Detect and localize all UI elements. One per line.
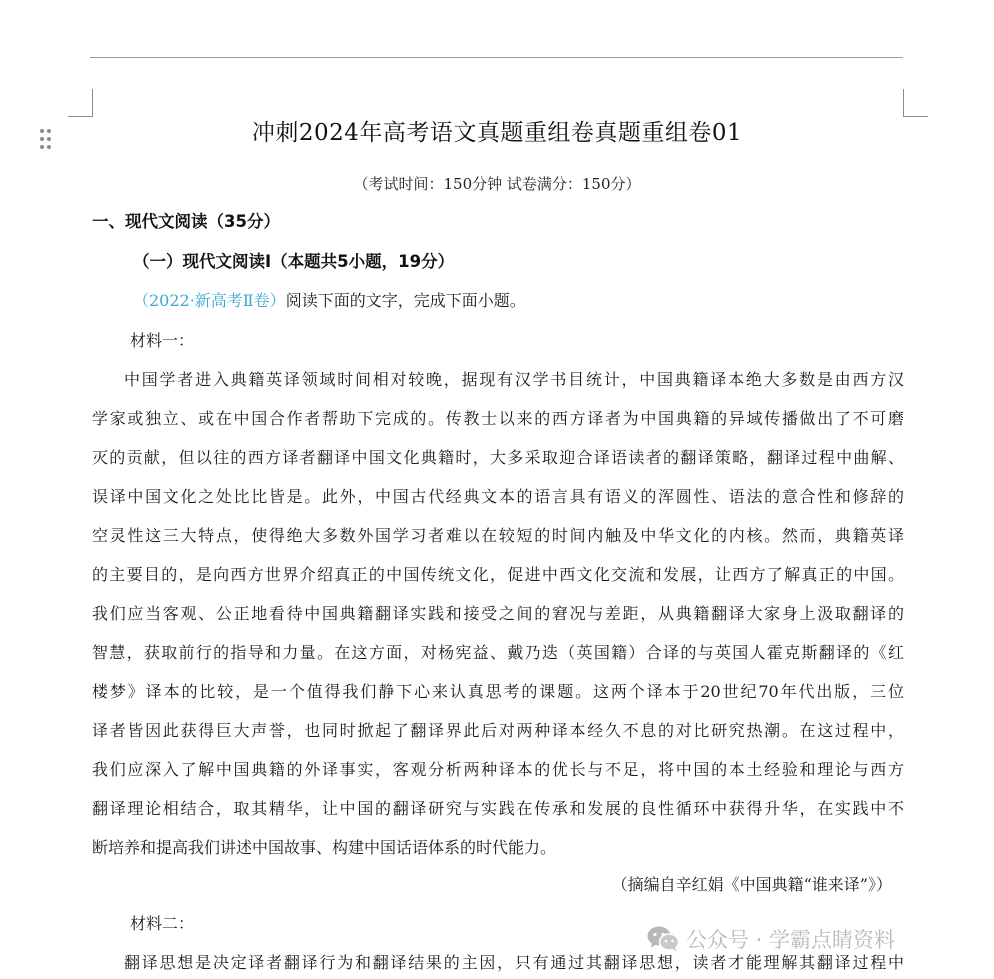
paragraph-line: 灭的贡献，但以往的西方译者翻译中国文化典籍时，大多采取迎合译语读者的翻译策略，翻译过程中曲解、: [92, 448, 904, 467]
document-title: 冲刺2024年高考语文真题重组卷真题重组卷01: [251, 120, 743, 146]
paragraph-line: 翻译理论相结合，取其精华，让中国的翻译研究与实践在传承和发展的良性循环中获得升华，在实践中不: [92, 799, 904, 818]
source-tag[interactable]: （2022·新高考Ⅱ卷）: [133, 291, 286, 310]
paragraph-line: 学家或独立、或在中国合作者帮助下完成的。传教士以来的西方译者为中国典籍的异域传播做出了不可磨: [92, 409, 904, 428]
material-2-label: 材料二：: [130, 914, 195, 933]
paragraph-line: 译者皆因此获得巨大声誉，也同时掀起了翻译界此后对两种译本经久不息的对比研究热潮。在这过程中，: [92, 721, 904, 740]
paragraph-line: 的主要目的，是向西方世界介绍真正的中国传统文化，促进中西文化交流和发展，让西方了解真正的中国。: [92, 565, 904, 584]
margin-corner-mark-right: [903, 89, 928, 117]
paragraph-line: 智慧，获取前行的指导和力量。在这方面，对杨宪益、戴乃迭（英国籍）合译的与英国人霍克斯翻译的《红: [92, 643, 904, 662]
instruction-text: 阅读下面的文字，完成下面小题。: [285, 291, 526, 310]
paragraph-line: 断培养和提高我们讲述中国故事、构建中国话语体系的时代能力。: [92, 838, 557, 857]
paragraph-line: 误译中国文化之处比比皆是。此外，中国古代经典文本的语言具有语义的浑圆性、语法的意合性和修辞的: [92, 487, 904, 506]
paragraph-line: 中国学者进入典籍英译领域时间相对较晚，据现有汉学书目统计，中国典籍译本绝大多数是由西方汉: [124, 370, 904, 389]
margin-corner-mark-left: [68, 89, 93, 117]
paragraph-line: 我们应深入了解中国典籍的外译事实，客观分析两种译本的优长与不足，将中国的本土经验和理论与西方: [92, 760, 904, 779]
wechat-icon: [646, 925, 680, 953]
watermark: [646, 923, 895, 955]
paragraph-line: 空灵性这三大特点，使得绝大多数外国学习者难以在较短的时间内触及中华文化的内核。然而，典籍英译: [92, 526, 904, 545]
section-heading: 一、现代文阅读（35分）: [92, 212, 280, 231]
subsection-heading: （一）现代文阅读I（本题共5小题，19分）: [133, 252, 455, 271]
material-1-label: 材料一：: [130, 331, 195, 350]
exam-info: （考试时间：150分钟 试卷满分：150分）: [353, 175, 641, 193]
watermark-text: 公众号 · 学霸点睛资料: [686, 928, 896, 952]
instruction-line: [133, 289, 526, 313]
paragraph-line: 楼梦》译本的比较，是一个值得我们静下心来认真思考的课题。这两个译本于20世纪70年代出版，三位: [92, 682, 904, 701]
paragraph-line: 我们应当客观、公正地看待中国典籍翻译实践和接受之间的窘况与差距，从典籍翻译大家身上汲取翻译的: [92, 604, 904, 623]
source-attribution: （摘编自辛红娟《中国典籍“谁来译”》）: [611, 875, 892, 894]
paragraph-line: 翻译思想是决定译者翻译行为和翻译结果的主因，只有通过其翻译思想，读者才能理解其翻译过程中: [124, 953, 904, 972]
page-header-rule: [90, 57, 903, 58]
